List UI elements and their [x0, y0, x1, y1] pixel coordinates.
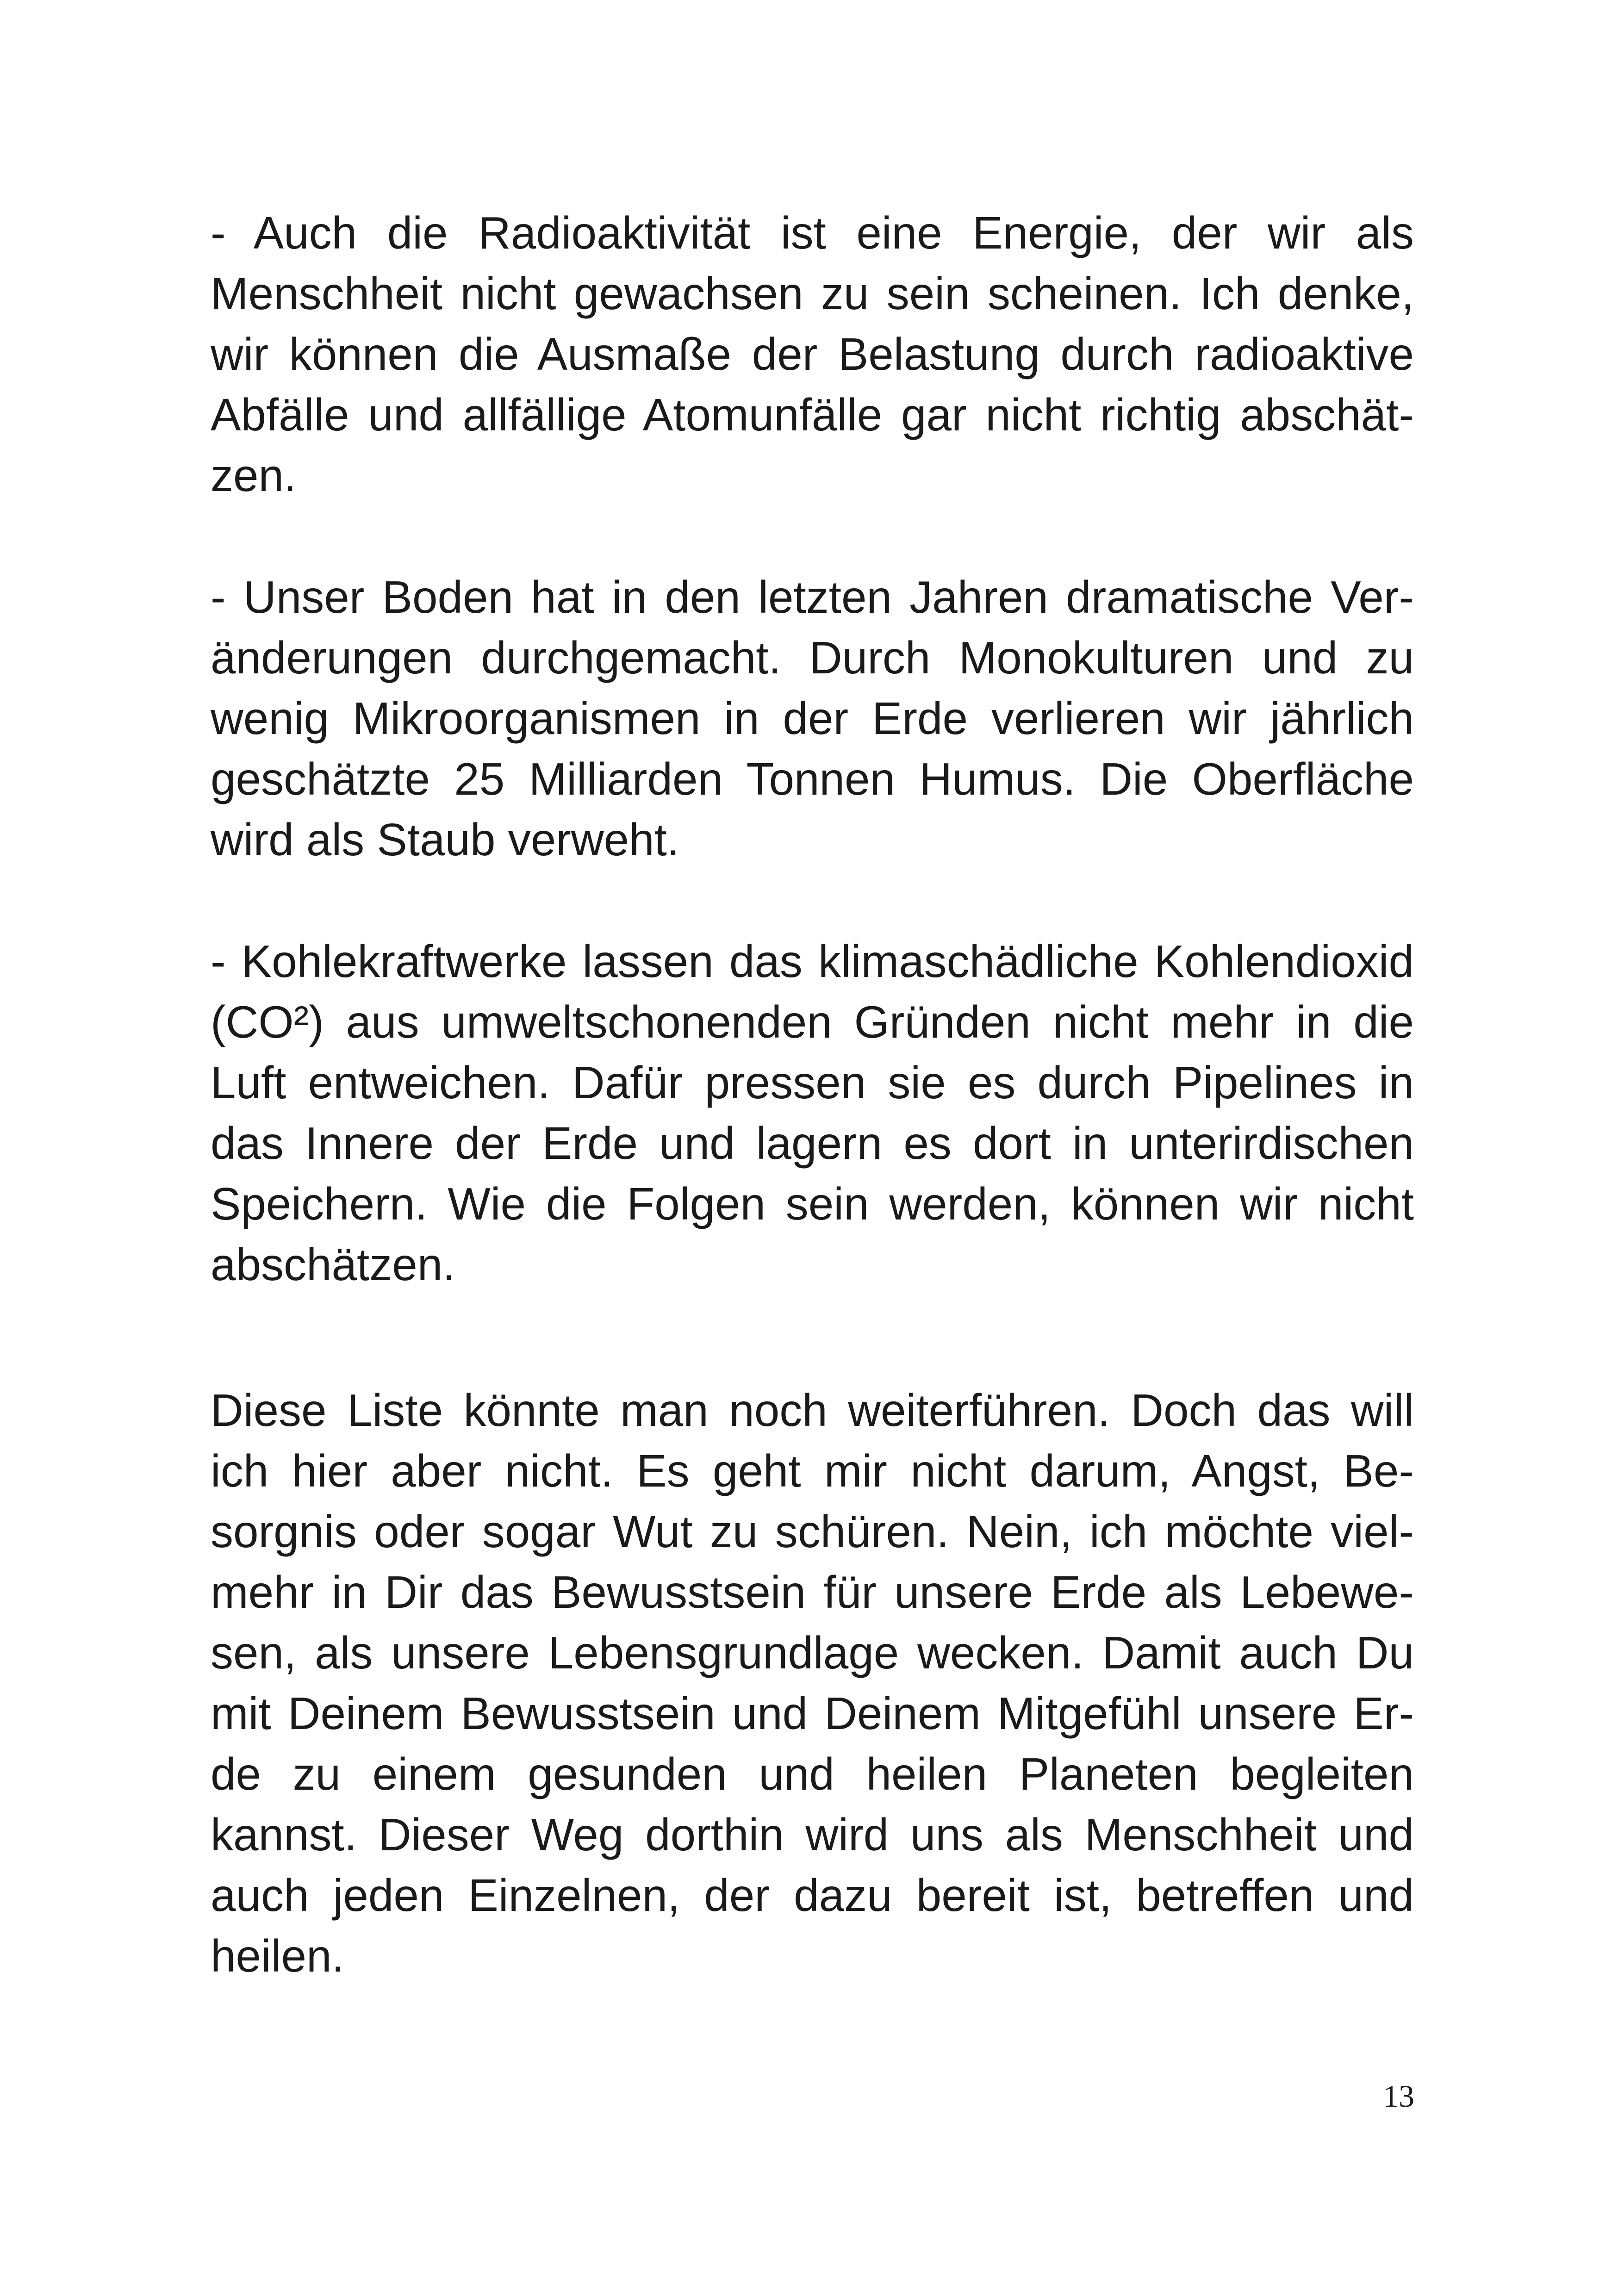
- text-line: auch jeden Einzelnen, der dazu bereit ist, betreffen und: [211, 1870, 1414, 1921]
- text-line: wird als Staub verweht.: [211, 814, 680, 865]
- paragraph-coal-power: [211, 931, 1414, 1295]
- text-line: heilen.: [211, 1930, 344, 1981]
- text-line: Luft entweichen. Dafür pressen sie es durch Pipelines in: [211, 1057, 1414, 1108]
- text-line: Speichern. Wie die Folgen sein werden, können wir nicht: [211, 1178, 1414, 1229]
- text-line: zen.: [211, 450, 297, 501]
- text-line: sorgnis oder sogar Wut zu schüren. Nein, ich möchte viel-: [211, 1506, 1414, 1557]
- text-line: mehr in Dir das Bewusstsein für unsere Erde als Lebewe-: [211, 1567, 1414, 1618]
- text-line: das Innere der Erde und lagern es dort in unterirdischen: [211, 1118, 1414, 1169]
- paragraph-radioactivity: [211, 203, 1414, 506]
- text-line: geschätzte 25 Milliarden Tonnen Humus. Die Oberfläche: [211, 753, 1414, 804]
- text-line: wenig Mikroorganismen in der Erde verlieren wir jährlich: [211, 693, 1414, 744]
- text-line: - Auch die Radioaktivität ist eine Energie, der wir als: [211, 207, 1414, 258]
- text-line: (CO²) aus umweltschonenden Gründen nicht mehr in die: [211, 996, 1414, 1047]
- text-line: Menschheit nicht gewachsen zu sein scheinen. Ich denke,: [211, 268, 1414, 319]
- page-number: 13: [1383, 2078, 1414, 2114]
- text-line: Abfälle und allfällige Atomunfälle gar nicht richtig abschät-: [211, 389, 1414, 440]
- text-line: änderungen durchgemacht. Durch Monokulturen und zu: [211, 632, 1414, 683]
- text-line: ich hier aber nicht. Es geht mir nicht darum, Angst, Be-: [211, 1445, 1414, 1496]
- text-line: kannst. Dieser Weg dorthin wird uns als Menschheit und: [211, 1809, 1414, 1860]
- paragraph-soil: [211, 567, 1414, 870]
- text-line: wir können die Ausmaße der Belastung durch radioaktive: [211, 329, 1414, 380]
- text-line: - Kohlekraftwerke lassen das klimaschädliche Kohlendioxid: [211, 936, 1414, 987]
- text-line: - Unser Boden hat in den letzten Jahren dramatische Ver-: [211, 572, 1414, 622]
- text-line: Diese Liste könnte man noch weiterführen. Doch das will: [211, 1385, 1414, 1436]
- text-line: sen, als unsere Lebensgrundlage wecken. Damit auch Du: [211, 1627, 1414, 1678]
- text-line: abschätzen.: [211, 1239, 455, 1290]
- text-line: de zu einem gesunden und heilen Planeten begleiten: [211, 1748, 1414, 1799]
- text-line: mit Deinem Bewusstsein und Deinem Mitgefühl unsere Er-: [211, 1688, 1414, 1739]
- paragraph-conclusion: [211, 1380, 1414, 1986]
